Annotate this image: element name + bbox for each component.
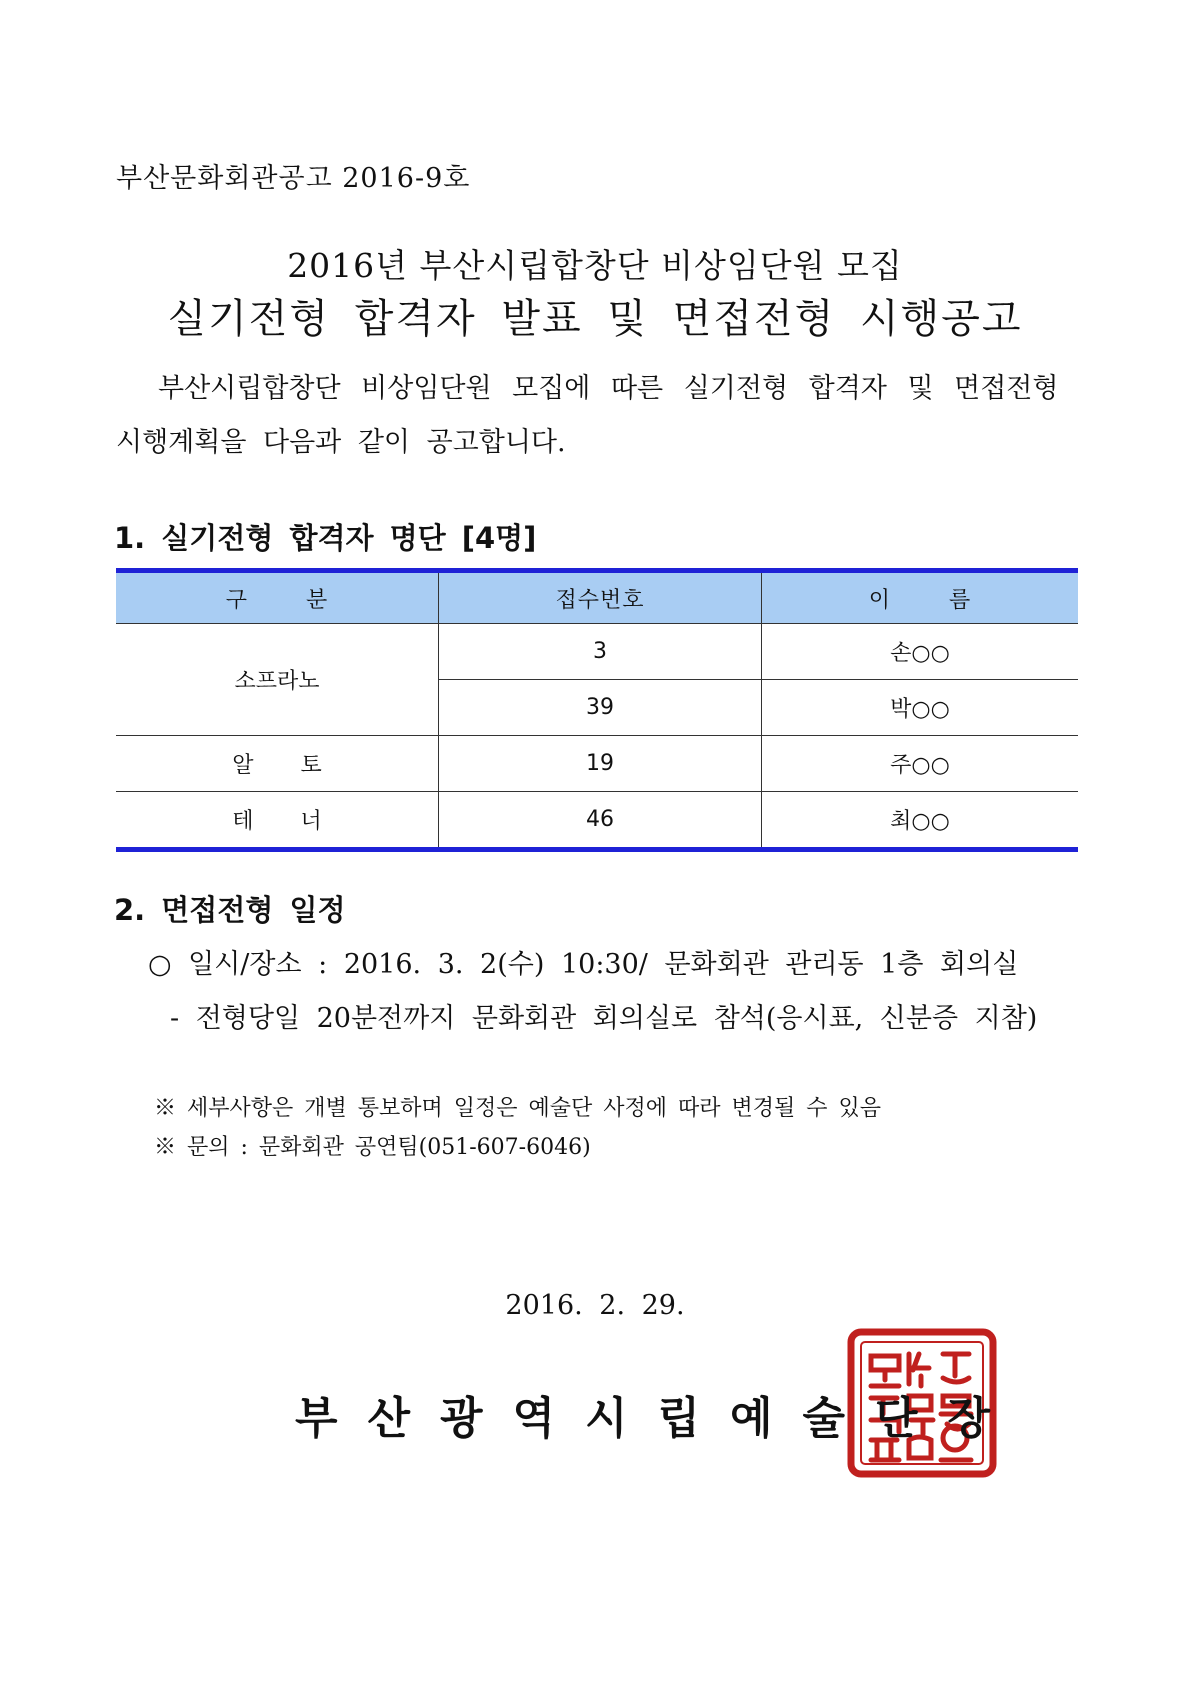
intro-line-1: 부산시립합창단 비상임단원 모집에 따른 실기전형 합격자 및 면접전형 <box>158 373 1059 404</box>
number-cell: 19 <box>439 736 762 792</box>
number-cell: 39 <box>439 680 762 736</box>
section-1-heading: 1. 실기전형 합격자 명단 [4명] <box>114 521 537 555</box>
number-cell: 46 <box>439 792 762 850</box>
intro-line-2: 시행계획을 다음과 같이 공고합니다. <box>116 427 566 458</box>
schedule-note: - 전형당일 20분전까지 문화회관 회의실로 참석(응시표, 신분증 지참) <box>170 1003 1038 1034</box>
note-contact: ※ 문의 : 문화회관 공연팀(051-607-6046) <box>154 1135 591 1160</box>
column-header-part: 구 분 <box>116 571 439 624</box>
title-line-2: 실기전형 합격자 발표 및 면접전형 시행공고 <box>167 296 1023 342</box>
table-row <box>116 624 1078 680</box>
column-header-number: 접수번호 <box>439 571 762 624</box>
title-line-1: 2016년 부산시립합창단 비상임단원 모집 <box>287 246 903 285</box>
number-cell: 3 <box>439 624 762 680</box>
name-cell: 손○○ <box>762 624 1079 680</box>
notice-number: 부산문화회관공고 2016-9호 <box>116 163 471 194</box>
column-header-name: 이 름 <box>762 571 1079 624</box>
name-cell: 박○○ <box>762 680 1079 736</box>
section-2-heading: 2. 면접전형 일정 <box>114 893 346 927</box>
table-row <box>116 792 1078 850</box>
name-cell: 주○○ <box>762 736 1079 792</box>
note-detail: ※ 세부사항은 개별 통보하며 일정은 예술단 사정에 따라 변경될 수 있음 <box>154 1096 881 1121</box>
name-cell: 최○○ <box>762 792 1079 850</box>
table-row <box>116 736 1078 792</box>
issue-date: 2016. 2. 29. <box>505 1290 685 1321</box>
schedule-line: ○ 일시/장소 : 2016. 3. 2(수) 10:30/ 문화회관 관리동 1층 회의실 <box>148 949 1019 980</box>
part-cell: 알 토 <box>116 736 439 792</box>
issuer-name: 부산광역시립예술단장 <box>295 1393 1021 1444</box>
passer-table <box>116 568 1078 852</box>
part-cell: 테 너 <box>116 792 439 850</box>
table-header-row <box>116 571 1078 624</box>
part-cell: 소프라노 <box>116 624 439 736</box>
